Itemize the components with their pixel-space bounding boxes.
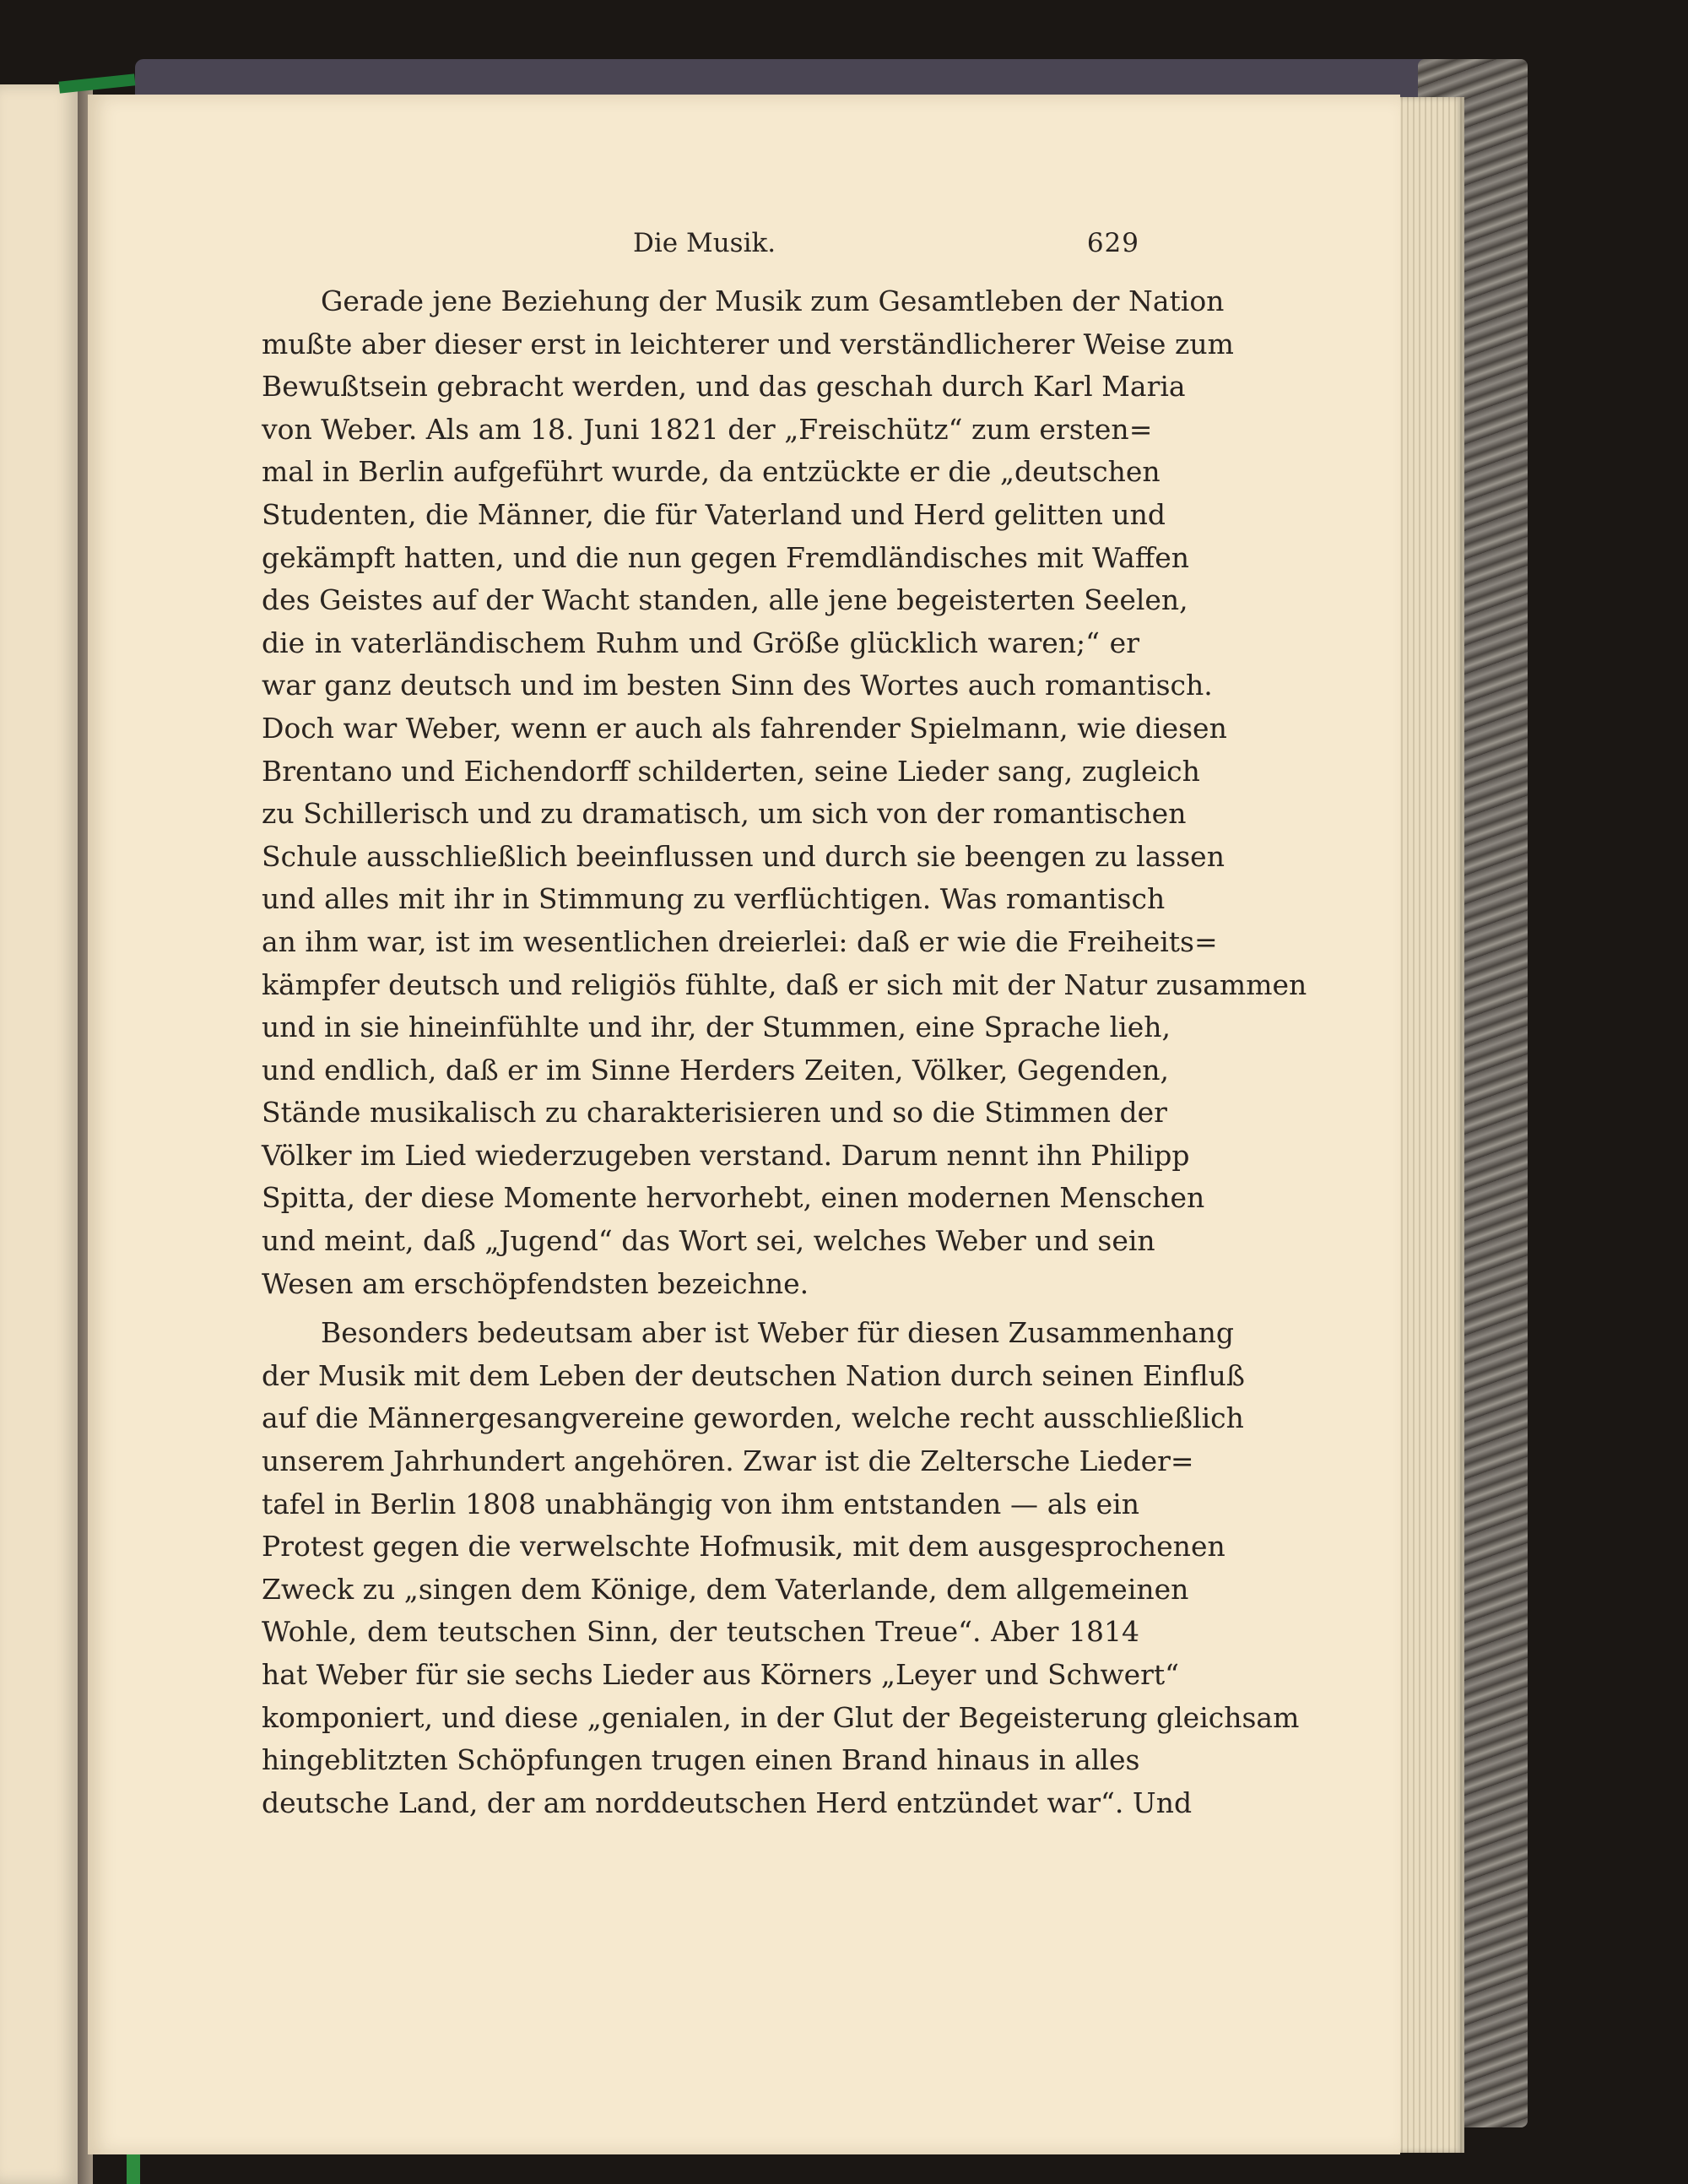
text-line: von Weber. Als am 18. Juni 1821 der „Freischütz“ zum ersten= bbox=[262, 412, 1153, 446]
text-line: Doch war Weber, wenn er auch als fahrender Spielmann, wie diesen bbox=[262, 711, 1227, 745]
text-line: tafel in Berlin 1808 unabhängig von ihm entstanden — als ein bbox=[262, 1487, 1139, 1520]
text-line: Spitta, der diese Momente hervorhebt, einen modernen Menschen bbox=[262, 1181, 1205, 1215]
text-line: des Geistes auf der Wacht standen, alle jene begeisterten Seelen, bbox=[262, 583, 1188, 617]
text-line: Brentano und Eichendorff schilderten, seine Lieder sang, zugleich bbox=[262, 754, 1200, 788]
text-line: an ihm war, ist im wesentlichen dreierlei: daß er wie die Freiheits= bbox=[262, 924, 1218, 958]
text-line: Bewußtsein gebracht werden, und das geschah durch Karl Maria bbox=[262, 370, 1186, 404]
text-line: komponiert, und diese „genialen, in der Glut der Begeisterung gleichsam bbox=[262, 1700, 1300, 1734]
previous-page bbox=[0, 84, 78, 2184]
bookmark-ribbon-icon bbox=[59, 73, 136, 93]
running-title: Die Musik. bbox=[633, 228, 776, 258]
text-line: Völker im Lied wiederzugeben verstand. Darum nennt ihn Philipp bbox=[262, 1138, 1190, 1172]
text-line: mal in Berlin aufgeführt wurde, da entzückte er die „deutschen bbox=[262, 455, 1160, 489]
text-line: mußte aber dieser erst in leichterer und verständlicherer Weise zum bbox=[262, 327, 1234, 360]
text-line: und alles mit ihr in Stimmung zu verflüchtigen. Was romantisch bbox=[262, 882, 1166, 916]
text-line: und endlich, daß er im Sinne Herders Zeiten, Völker, Gegenden, bbox=[262, 1053, 1170, 1087]
text-line: Gerade jene Beziehung der Musik zum Gesamtleben der Nation bbox=[321, 285, 1225, 317]
text-line: Schule ausschließlich beeinflussen und durch sie beengen zu lassen bbox=[262, 839, 1225, 873]
page-number: 629 bbox=[1086, 228, 1139, 258]
text-line: Stände musikalisch zu charakterisieren und so die Stimmen der bbox=[262, 1096, 1167, 1130]
text-line: hat Weber für sie sechs Lieder aus Körners „Leyer und Schwert“ bbox=[262, 1658, 1180, 1691]
text-line: unserem Jahrhundert angehören. Zwar ist die Zeltersche Lieder= bbox=[262, 1444, 1194, 1478]
text-line: hingeblitzten Schöpfungen trugen einen Brand hinaus in alles bbox=[262, 1743, 1140, 1777]
body-text bbox=[262, 280, 1307, 1824]
text-line: Protest gegen die verwelschte Hofmusik, mit dem ausgesprochenen bbox=[262, 1530, 1225, 1563]
text-line: Studenten, die Männer, die für Vaterland und Herd gelitten und bbox=[262, 497, 1166, 531]
text-line: der Musik mit dem Leben der deutschen Nation durch seinen Einfluß bbox=[262, 1358, 1245, 1392]
text-line: und in sie hineinfühlte und ihr, der Stummen, eine Sprache lieh, bbox=[262, 1011, 1171, 1044]
text-line: Zweck zu „singen dem Könige, dem Vaterlande, dem allgemeinen bbox=[262, 1572, 1189, 1606]
text-line: gekämpft hatten, und die nun gegen Fremdländisches mit Waffen bbox=[262, 540, 1189, 574]
text-line: und meint, daß „Jugend“ das Wort sei, welches Weber und sein bbox=[262, 1224, 1155, 1258]
text-line: zu Schillerisch und zu dramatisch, um sich von der romantischen bbox=[262, 797, 1187, 831]
paragraph bbox=[262, 1312, 1300, 1824]
running-head bbox=[262, 221, 1139, 272]
text-line: war ganz deutsch und im besten Sinn des Wortes auch romantisch. bbox=[262, 669, 1213, 702]
text-line: deutsche Land, der am norddeutschen Herd entzündet war“. Und bbox=[262, 1786, 1193, 1819]
text-line: kämpfer deutsch und religiös fühlte, daß er sich mit der Natur zusammen bbox=[262, 967, 1307, 1001]
text-line: Wesen am erschöpfendsten bezeichne. bbox=[262, 1266, 809, 1300]
paragraph bbox=[262, 280, 1307, 1305]
text-line: Besonders bedeutsam aber ist Weber für diesen Zusammenhang bbox=[321, 1316, 1235, 1350]
text-line: Wohle, dem teutschen Sinn, der teutschen Treue“. Aber 1814 bbox=[262, 1615, 1139, 1649]
text-line: die in vaterländischem Ruhm und Größe glücklich waren;“ er bbox=[262, 626, 1139, 659]
text-line: auf die Männergesangvereine geworden, welche recht ausschließlich bbox=[262, 1401, 1244, 1435]
page-edges bbox=[1397, 97, 1464, 2153]
